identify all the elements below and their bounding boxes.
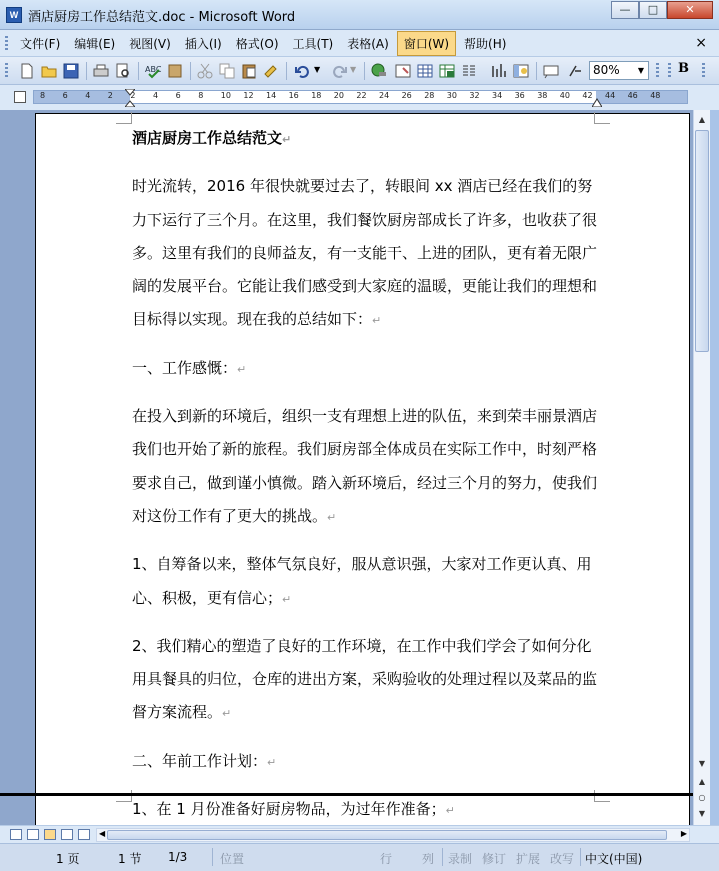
ruler-tick-label: 4 bbox=[153, 91, 159, 100]
undo-icon[interactable] bbox=[294, 62, 312, 80]
save-icon[interactable] bbox=[62, 62, 80, 80]
status-line: 行 bbox=[380, 852, 393, 866]
ruler-tick-label: 36 bbox=[514, 91, 525, 100]
indent-marker-icon[interactable] bbox=[125, 89, 135, 107]
menu-window[interactable]: 窗口(W) bbox=[397, 31, 456, 56]
outline-view-icon[interactable] bbox=[61, 829, 73, 840]
ruler-tick-label: 8 bbox=[40, 91, 46, 100]
document-title: 酒店厨房工作总结范文↵ bbox=[132, 129, 292, 147]
horizontal-scroll-thumb[interactable] bbox=[107, 830, 667, 840]
show-hide-icon[interactable] bbox=[566, 62, 584, 80]
page-break-line bbox=[0, 793, 693, 796]
ruler-tick-label: 6 bbox=[175, 91, 181, 100]
vertical-scrollbar[interactable] bbox=[693, 110, 710, 825]
ruler-tick-label: 38 bbox=[537, 91, 548, 100]
paste-icon[interactable] bbox=[240, 62, 258, 80]
ruler-tick-label: 24 bbox=[379, 91, 390, 100]
title-bar bbox=[0, 0, 719, 30]
scroll-left-icon[interactable]: ◀ bbox=[99, 829, 106, 838]
tab-selector[interactable] bbox=[14, 91, 26, 103]
zoom-select[interactable] bbox=[589, 61, 649, 80]
right-indent-marker-icon[interactable] bbox=[592, 95, 602, 107]
menu-insert[interactable]: 插入(I) bbox=[184, 36, 222, 51]
ruler-tick-label: 2 bbox=[130, 91, 136, 100]
zoom-dropdown-icon[interactable]: ▼ bbox=[637, 66, 645, 75]
document-map-icon[interactable] bbox=[512, 62, 530, 80]
menu-help[interactable]: 帮助(H) bbox=[464, 36, 507, 51]
insert-excel-icon[interactable] bbox=[438, 62, 456, 80]
zoom-value: 80% bbox=[593, 63, 620, 77]
print-icon[interactable] bbox=[92, 62, 110, 80]
window-title: 酒店厨房工作总结范文.doc - Microsoft Word bbox=[28, 10, 296, 25]
ruler-tick-label: 30 bbox=[446, 91, 457, 100]
ruler-tick-label: 42 bbox=[582, 91, 593, 100]
toolbar-grip[interactable] bbox=[5, 63, 8, 79]
open-folder-icon[interactable] bbox=[40, 62, 58, 80]
menu-edit[interactable]: 编辑(E) bbox=[74, 36, 116, 51]
redo-dropdown-icon[interactable]: ▼ bbox=[350, 65, 357, 74]
ruler-tick-label: 46 bbox=[627, 91, 638, 100]
ruler-tick-label: 26 bbox=[401, 91, 412, 100]
ruler-tick-label: 28 bbox=[424, 91, 435, 100]
status-page-of: 1/3 bbox=[168, 850, 188, 864]
ruler-tick-label: 44 bbox=[605, 91, 616, 100]
heading-pre-new-year-plan: 二、年前工作计划：↵ bbox=[132, 751, 277, 770]
status-column: 列 bbox=[422, 852, 435, 866]
drawing-icon[interactable] bbox=[490, 62, 508, 80]
select-browse-object-icon[interactable]: ○ bbox=[698, 793, 706, 802]
maximize-button[interactable]: □ bbox=[639, 1, 667, 19]
read-icon[interactable] bbox=[542, 62, 560, 80]
ruler-tick-label: 8 bbox=[198, 91, 204, 100]
reading-view-icon[interactable] bbox=[78, 829, 90, 840]
ruler-tick-label: 6 bbox=[62, 91, 68, 100]
ruler-tick-label: 22 bbox=[356, 91, 367, 100]
ruler-tick-label: 12 bbox=[243, 91, 254, 100]
hyperlink-icon[interactable] bbox=[370, 62, 388, 80]
word-app-icon[interactable]: W bbox=[6, 7, 22, 23]
print-layout-view-icon[interactable] bbox=[44, 829, 56, 840]
view-and-scroll-row bbox=[0, 825, 719, 843]
previous-page-icon[interactable]: ▲ bbox=[698, 777, 706, 786]
undo-dropdown-icon[interactable]: ▼ bbox=[314, 65, 321, 74]
window-controls bbox=[611, 1, 713, 19]
new-document-icon[interactable] bbox=[18, 62, 36, 80]
scroll-up-icon[interactable]: ▲ bbox=[698, 115, 706, 124]
vertical-scroll-thumb[interactable] bbox=[695, 130, 709, 352]
status-page: 1 页 bbox=[56, 852, 80, 866]
copy-icon[interactable] bbox=[218, 62, 236, 80]
minimize-button[interactable]: — bbox=[611, 1, 639, 19]
redo-icon[interactable] bbox=[330, 62, 348, 80]
status-section: 1 节 bbox=[118, 852, 142, 866]
menu-view[interactable]: 视图(V) bbox=[129, 36, 171, 51]
next-page-icon[interactable]: ▼ bbox=[698, 809, 706, 818]
scroll-right-icon[interactable]: ▶ bbox=[680, 829, 687, 838]
format-painter-icon[interactable] bbox=[262, 62, 280, 80]
ruler-tick-label: 34 bbox=[492, 91, 503, 100]
status-position: 位置 bbox=[220, 852, 245, 866]
paragraph-point-2: 2、我们精心的塑造了良好的工作环境，在工作中我们学会了如何分化用具餐具的归位，仓库的进出方案，采购验收的处理过程以及菜品的监督方案流程。↵ bbox=[132, 636, 598, 722]
normal-view-icon[interactable] bbox=[10, 829, 22, 840]
heading-work-reflection: 一、工作感慨：↵ bbox=[132, 358, 247, 377]
toolbar-overflow-icon[interactable] bbox=[702, 63, 705, 79]
spelling-icon[interactable] bbox=[144, 62, 162, 80]
status-rec[interactable]: 录制 bbox=[448, 852, 473, 866]
horizontal-scrollbar[interactable] bbox=[96, 828, 690, 842]
document-page[interactable] bbox=[35, 113, 690, 825]
status-trk[interactable]: 修订 bbox=[482, 852, 507, 866]
paragraph-point-1: 1、自筹备以来，整体气氛良好，服从意识强，大家对工作更认真、用心、积极，更有信心；↵ bbox=[132, 555, 592, 607]
print-preview-icon[interactable] bbox=[114, 62, 132, 80]
ruler-tick-label: 48 bbox=[650, 91, 661, 100]
menu-file[interactable]: 文件(F) bbox=[20, 36, 61, 51]
ruler-tick-label: 20 bbox=[333, 91, 344, 100]
svg-text:ABC: ABC bbox=[145, 65, 162, 74]
ruler-tick-label: 10 bbox=[220, 91, 231, 100]
formatting-toolbar-grip[interactable] bbox=[668, 63, 671, 79]
paragraph-intro: 时光流转，2016 年很快就要过去了，转眼间 xx 酒店已经在我们的努力下运行了三个月。在这里，我们餐饮厨房部成长了许多，也收获了很多。这里有我们的良师益友，有一支能干、上进的团队，更有着无限广阔的发展平台。它能让我们感受到大家庭的温暖，更能让我们的理想和目标得以实现。现在我的总结如下：↵ bbox=[132, 177, 598, 329]
research-icon[interactable] bbox=[166, 62, 184, 80]
paragraph-plan-1: 1、在 1 月份准备好厨房物品，为过年作准备；↵ bbox=[132, 800, 455, 819]
menu-tools[interactable]: 工具(T) bbox=[292, 36, 334, 51]
status-language: 中文(中国) bbox=[585, 852, 643, 866]
status-ext[interactable]: 扩展 bbox=[516, 852, 541, 866]
horizontal-ruler[interactable] bbox=[33, 90, 688, 104]
status-bar bbox=[0, 843, 719, 871]
standard-toolbar bbox=[0, 57, 719, 85]
ruler-tick-label: 2 bbox=[107, 91, 113, 100]
close-button[interactable]: ✕ bbox=[667, 1, 713, 19]
status-ovr[interactable]: 改写 bbox=[550, 852, 575, 866]
menu-format[interactable]: 格式(O) bbox=[235, 36, 279, 51]
tables-borders-icon[interactable] bbox=[394, 62, 412, 80]
ruler-tick-label: 32 bbox=[469, 91, 480, 100]
toolbar-options-icon[interactable] bbox=[656, 63, 659, 79]
ruler-tick-label: 18 bbox=[311, 91, 322, 100]
menu-table[interactable]: 表格(A) bbox=[347, 36, 389, 51]
scroll-down-icon[interactable]: ▼ bbox=[698, 759, 706, 768]
columns-icon[interactable] bbox=[460, 62, 478, 80]
close-document-button[interactable]: × bbox=[695, 35, 707, 51]
document-content[interactable] bbox=[132, 122, 598, 825]
bold-button[interactable]: B bbox=[678, 61, 689, 76]
insert-table-icon[interactable] bbox=[416, 62, 434, 80]
menu-grip[interactable] bbox=[5, 36, 8, 52]
web-view-icon[interactable] bbox=[27, 829, 39, 840]
ruler-tick-label: 14 bbox=[266, 91, 277, 100]
horizontal-ruler-area bbox=[0, 85, 719, 110]
ruler-tick-label: 16 bbox=[288, 91, 299, 100]
ruler-tick-label: 40 bbox=[559, 91, 570, 100]
cut-icon[interactable] bbox=[196, 62, 214, 80]
document-area bbox=[0, 110, 693, 825]
ruler-tick-label: 4 bbox=[85, 91, 91, 100]
menu-bar bbox=[0, 30, 719, 57]
paragraph-new-environment: 在投入到新的环境后，组织一支有理想上进的队伍，来到荣丰丽景酒店我们也开始了新的旅程。我们厨房部全体成员在实际工作中，时刻严格要求自己，做到谨小慎微。踏入新环境后，经过三个月的努力，使我们对这份工作有了更大的挑战。↵ bbox=[132, 407, 598, 525]
